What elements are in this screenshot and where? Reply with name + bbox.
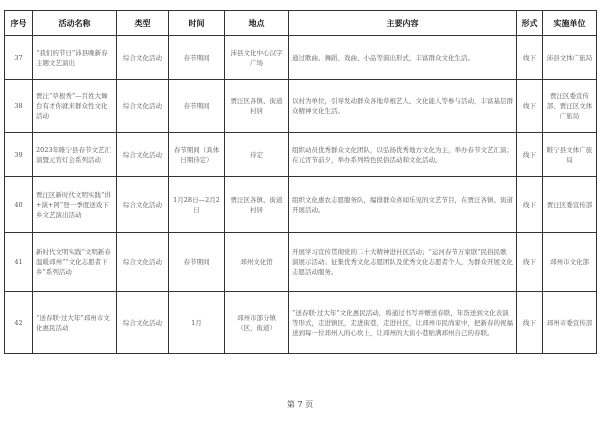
cell-type: 综合文化活动	[117, 80, 169, 133]
cell-index: 38	[5, 80, 33, 133]
cell-activity-name: “我们的节日”沛县晚新春主题文艺演出	[33, 36, 117, 80]
cell-place: 沛县文化中心汉字广场	[225, 36, 289, 80]
header-form: 形式	[517, 11, 543, 36]
cell-index: 37	[5, 36, 33, 80]
cell-place: 待定	[225, 133, 289, 177]
cell-organizer: 邳州市委宣传部	[543, 292, 597, 354]
cell-type: 综合文化活动	[117, 233, 169, 292]
header-place: 地点	[225, 11, 289, 36]
cell-index: 40	[5, 177, 33, 233]
header-organizer: 实施单位	[543, 11, 597, 36]
table-row	[5, 133, 597, 177]
cell-type: 综合文化活动	[117, 36, 169, 80]
header-activity-name: 活动名称	[33, 11, 117, 36]
cell-content: 开展学习宣传贯彻党的二十大精神进社区活动；“运河春节万家联”民俗民歌演展示活动；征集优秀文化志愿团队及优秀文化志愿者个人，为群众开展文化志愿活动服务。	[289, 233, 517, 292]
cell-activity-name: 新时代文明实践“文明新春温暖邳州”“文化志愿者下乡”系列活动	[33, 233, 117, 292]
cell-organizer: 贾汪区委宣传部、贾汪区文体广旅局	[543, 80, 597, 133]
cell-form: 线下	[517, 133, 543, 177]
table-row	[5, 177, 597, 233]
cell-index: 41	[5, 233, 33, 292]
cell-content: 组织文化惠农志愿服务队，编排群众喜闻乐见的文艺节目，在贾汪各镇、街道开展活动。	[289, 177, 517, 233]
table-row	[5, 233, 597, 292]
cell-content: 通过歌曲、舞蹈、戏曲、小品等演出形式，丰富群众文化生活。	[289, 36, 517, 80]
cell-index: 39	[5, 133, 33, 177]
cell-place: 贾汪区各镇、街道村居	[225, 80, 289, 133]
cell-time: 春节期间	[169, 36, 225, 80]
cell-place: 邳州市部分镇（区、街道）	[225, 292, 289, 354]
cell-activity-name: 2023年睢宁县春节文艺汇演暨元宵灯会系列活动	[33, 133, 117, 177]
cell-index: 42	[5, 292, 33, 354]
header-content: 主要内容	[289, 11, 517, 36]
cell-form: 线下	[517, 36, 543, 80]
cell-form: 线下	[517, 233, 543, 292]
cell-activity-name: 贾汪“草根秀”—百姓大舞台有才你就来群众性文化活动	[33, 80, 117, 133]
header-index: 序号	[5, 11, 33, 36]
cell-time: 春节期间	[169, 80, 225, 133]
activity-table	[4, 10, 597, 354]
cell-content: 组织动员优秀群众文化团队，以弘扬优秀地方文化为主，举办春节文艺汇演；在元宵节前夕，举办系列特色民俗活动和文化活动。	[289, 133, 517, 177]
table-row	[5, 292, 597, 354]
cell-type: 综合文化活动	[117, 292, 169, 354]
table-row	[5, 36, 597, 80]
cell-activity-name: “送春联·过大年”邳州市文化惠民活动	[33, 292, 117, 354]
table-header-row	[5, 11, 597, 36]
cell-organizer: 沛县文体广旅局	[543, 36, 597, 80]
cell-time: 春节期间（具体日期待定）	[169, 133, 225, 177]
cell-place: 贾汪区各镇、街道村居	[225, 177, 289, 233]
cell-activity-name: 贾汪区新时代文明实践“讲+演+阿”登一季度送戏下乡文艺演出活动	[33, 177, 117, 233]
cell-content: “送春联·过大年”文化惠民活动，将通过书写并赠送春联、年货送到文化表演等形式，走进镇区，走进街巷，走进社区，让邳州市民尚家中，把新春的祝福送到每一位邳州人的心坎上，让邳州的大街小巷贴满邳州自己的春联。	[289, 292, 517, 354]
header-type: 类型	[117, 11, 169, 36]
cell-place: 邳州文化馆	[225, 233, 289, 292]
cell-time: 1月	[169, 292, 225, 354]
cell-type: 综合文化活动	[117, 133, 169, 177]
document-page	[4, 10, 596, 354]
page-number: 第 7 页	[286, 400, 314, 409]
cell-form: 线下	[517, 292, 543, 354]
cell-form: 线下	[517, 80, 543, 133]
cell-organizer: 睢宁县文体广旅局	[543, 133, 597, 177]
cell-content: 以村为单位，引导发动群众各地草根艺人、文化能人等参与活动，丰富基层群众精神文化生活。	[289, 80, 517, 133]
cell-organizer: 贾汪区委宣传部	[543, 177, 597, 233]
cell-type: 综合文化活动	[117, 177, 169, 233]
cell-organizer: 邳州市文化部	[543, 233, 597, 292]
cell-time: 1月28日—2月2日	[169, 177, 225, 233]
cell-time: 春节期间	[169, 233, 225, 292]
table-row	[5, 80, 597, 133]
header-time: 时间	[169, 11, 225, 36]
cell-form: 线下	[517, 177, 543, 233]
